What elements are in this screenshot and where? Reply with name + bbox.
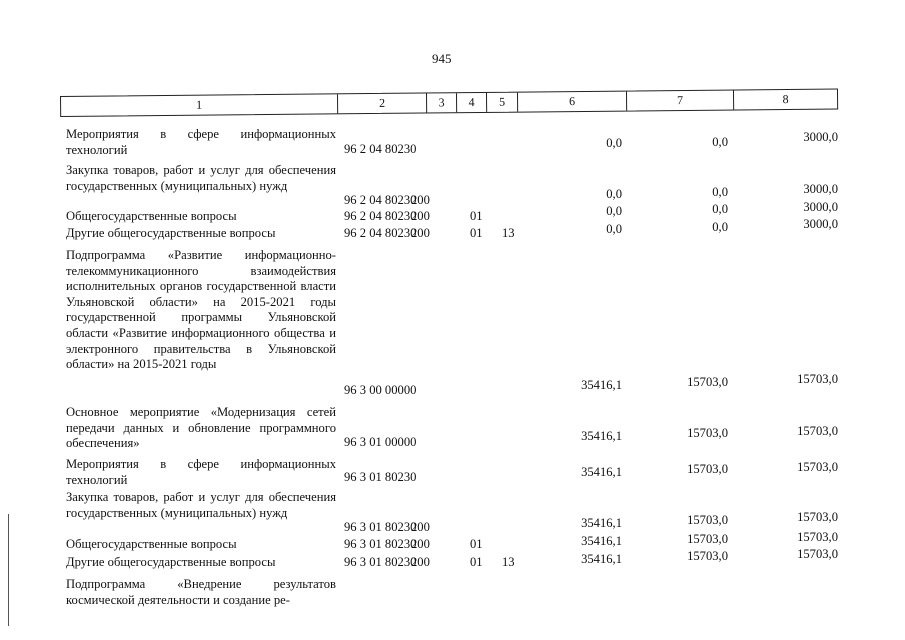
row-code: 96 3 01 80230 — [344, 537, 417, 551]
row-code: 96 3 01 80230 — [344, 470, 417, 484]
row-code: 96 2 04 80230 — [344, 226, 417, 240]
row-value-8: 3000,0 — [803, 130, 838, 144]
row-code: 96 3 01 80230 — [344, 555, 417, 569]
row-value-8: 15703,0 — [797, 510, 838, 524]
row-col-4: 01 — [470, 226, 483, 240]
row-value-6: 0,0 — [606, 187, 622, 201]
row-value-7: 0,0 — [712, 135, 728, 149]
row-col-3: 200 — [411, 193, 430, 207]
row-value-6: 35416,1 — [581, 429, 622, 443]
header-col-5: 5 — [487, 93, 518, 112]
row-name: Закупка товаров, работ и услуг для обеспечения государственных (муниципальных) нужд — [66, 490, 336, 520]
row-value-8: 3000,0 — [803, 200, 838, 214]
row-value-8: 15703,0 — [797, 547, 838, 561]
row-name: Подпрограмма «Внедрение результатов космической деятельности и создание ре- — [66, 577, 336, 607]
row-name: Общегосударственные вопросы — [66, 537, 237, 551]
row-name: Мероприятия в сфере информационных технологий — [66, 127, 336, 157]
header-col-7: 7 — [627, 91, 734, 111]
header-col-1: 1 — [61, 94, 338, 116]
row-code: 96 2 04 80230 — [344, 209, 417, 223]
row-value-7: 15703,0 — [687, 375, 728, 389]
row-value-8: 15703,0 — [797, 460, 838, 474]
row-value-8: 15703,0 — [797, 372, 838, 386]
header-col-8: 8 — [782, 92, 789, 107]
row-value-7: 15703,0 — [687, 513, 728, 527]
row-col-3: 200 — [411, 209, 430, 223]
page-number: 945 — [432, 51, 452, 66]
row-col-3: 200 — [411, 520, 430, 534]
row-col-3: 200 — [411, 555, 430, 569]
row-name: Мероприятия в сфере информационных технологий — [66, 457, 336, 487]
header-col-3: 3 — [427, 93, 457, 112]
row-value-8: 15703,0 — [797, 424, 838, 438]
row-value-6: 0,0 — [606, 136, 622, 150]
row-col-3: 200 — [411, 537, 430, 551]
row-name: Другие общегосударственные вопросы — [66, 555, 276, 569]
row-value-6: 35416,1 — [581, 516, 622, 530]
row-col-5: 13 — [502, 555, 515, 569]
row-name: Закупка товаров, работ и услуг для обеспечения государственных (муниципальных) нужд — [66, 163, 336, 193]
row-name: Общегосударственные вопросы — [66, 209, 237, 223]
row-value-7: 0,0 — [712, 185, 728, 199]
row-value-7: 15703,0 — [687, 549, 728, 563]
row-name: Основное мероприятие «Модернизация сетей передачи данных и обновление программного обеспечения» — [66, 405, 336, 451]
table-header — [60, 89, 838, 117]
row-code: 96 2 04 80230 — [344, 142, 417, 156]
row-name: Другие общегосударственные вопросы — [66, 226, 276, 240]
row-col-3: 200 — [411, 226, 430, 240]
row-value-6: 35416,1 — [581, 465, 622, 479]
header-col-2: 2 — [338, 93, 427, 113]
row-col-5: 13 — [502, 226, 515, 240]
row-value-7: 15703,0 — [687, 532, 728, 546]
row-value-6: 35416,1 — [581, 552, 622, 566]
header-col-4: 4 — [457, 93, 487, 112]
row-code: 96 3 01 80230 — [344, 520, 417, 534]
row-value-7: 15703,0 — [687, 462, 728, 476]
row-code: 96 3 01 00000 — [344, 435, 417, 449]
row-value-8: 15703,0 — [797, 530, 838, 544]
row-value-7: 0,0 — [712, 202, 728, 216]
row-value-6: 0,0 — [606, 222, 622, 236]
header-col-6: 6 — [518, 92, 627, 112]
row-col-4: 01 — [470, 555, 483, 569]
row-name: Подпрограмма «Развитие информационно-телекоммуникационного взаимодействия исполнительных органов государственной власти Ульяновской области» на 2015-2021 годы государственной программы Ульяновской области «Развитие информационного общества и электронного правительства в Ульяновской области» на 2015-2021 годы — [66, 248, 336, 372]
row-value-8: 3000,0 — [803, 217, 838, 231]
row-code: 96 3 00 00000 — [344, 383, 417, 397]
row-code: 96 2 04 80230 — [344, 193, 417, 207]
row-value-7: 0,0 — [712, 220, 728, 234]
row-col-4: 01 — [470, 209, 483, 223]
row-value-6: 35416,1 — [581, 378, 622, 392]
row-value-8: 3000,0 — [803, 182, 838, 196]
row-col-4: 01 — [470, 537, 483, 551]
scan-margin-mark — [8, 514, 9, 626]
row-value-7: 15703,0 — [687, 426, 728, 440]
row-value-6: 0,0 — [606, 204, 622, 218]
row-value-6: 35416,1 — [581, 534, 622, 548]
